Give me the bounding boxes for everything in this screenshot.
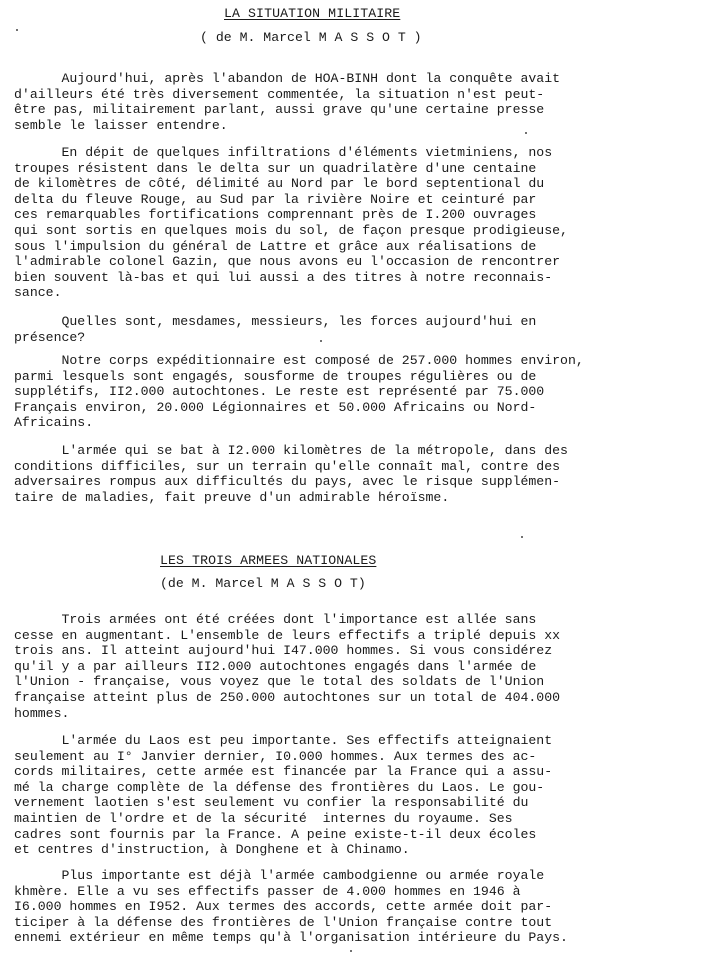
text-line: Aujourd'hui, après l'abandon de HOA-BINH dont la conquête avait [14,71,561,86]
text-line: sance. [14,285,62,301]
text-line: seulement au I° Janvier dernier, I0.000 hommes. Aux termes des ac- [14,748,537,764]
text-line: cesse en augmentant. L'ensemble de leurs effectifs a triplé depuis xx [14,627,561,643]
text-line: de kilomètres de côté, délimité au Nord par le bord septentional du [14,176,545,192]
text-line: adversaires rompus aux difficultés du pays, avec le risque supplémen- [14,474,561,490]
text-line: troupes résistent dans le delta sur un quadrilatère d'une centaine [14,160,537,176]
section2-paragraph-1 [14,612,694,721]
section1-paragraph-5 [14,443,694,505]
text-line: d'ailleurs été très diversement commentée, la situation n'est peut- [14,86,545,102]
text-line: Notre corps expéditionnaire est composé de 257.000 hommes environ, [14,353,584,368]
text-line: ces remarquables fortifications comprennant près de I.200 ouvrages [14,207,537,223]
section2-paragraph-3 [14,868,694,946]
text-line: trois ans. Il atteint aujourd'hui I47.000 hommes. Si vous considérez [14,643,553,659]
scan-speck [350,950,352,952]
text-line: L'armée qui se bat à I2.000 kilomètres de la métropole, dans des [14,443,568,458]
section1-paragraph-2 [14,145,694,301]
text-line: hommes. [14,705,70,721]
text-line: vernement laotien s'est seulement vu confier la responsabilité du [14,795,529,811]
text-line: maintien de l'ordre et de la sécurité internes du royaume. Ses [14,810,513,826]
text-line: mé la charge complète de la défense des frontières du Laos. Le gou- [14,779,545,795]
scan-speck [16,29,18,31]
text-line: et centres d'instruction, à Donghene et à Chinamo. [14,842,410,858]
text-line: ticiper à la défense des frontières de l'Union française contre tout [14,914,553,930]
text-line: Africains. [14,415,94,431]
text-line: I6.000 hommes en I952. Aux termes des accords, cette armée doit par- [14,899,553,915]
text-line: présence? [14,329,86,345]
text-line: qu'il y a par ailleurs II2.000 autochtones engagés dans l'armée de [14,658,537,674]
section1-paragraph-1 [14,71,694,133]
section1-title: LA SITUATION MILITAIRE [224,6,401,21]
text-line: cords militaires, cette armée est financée par la France qui a assu- [14,764,553,780]
text-line: En dépit de quelques infiltrations d'éléments vietminiens, nos [14,145,553,160]
text-line: Quelles sont, mesdames, messieurs, les forces aujourd'hui en [14,314,537,329]
section2-byline: (de M. Marcel M A S S O T) [160,576,366,591]
text-line: L'armée du Laos est peu importante. Ses effectifs atteignaient [14,733,553,748]
text-line: taire de maladies, fait preuve d'un admirable héroïsme. [14,489,450,505]
scan-speck [525,132,527,134]
text-line: parmi lesquels sont engagés, sousforme de troupes régulières ou de [14,368,537,384]
text-line: delta du fleuve Rouge, au Sud par la rivière Noire et ceinturé par [14,191,537,207]
text-line: supplétifs, II2.000 autochtones. Le reste est représenté par 75.000 [14,384,545,400]
text-line: semble le laisser entendre. [14,117,228,133]
text-line: conditions difficiles, sur un terrain qu'elle connaît mal, contre des [14,458,561,474]
text-line: khmère. Elle a vu ses effectifs passer de 4.000 hommes en 1946 à [14,883,521,899]
text-line: Plus importante est déjà l'armée cambodgienne ou armée royale [14,868,545,883]
text-line: cadres sont fournis par la France. A peine existe-t-il deux écoles [14,826,537,842]
text-line: sous l'impulsion du général de Lattre et grâce aux réalisations de [14,238,537,254]
scan-speck [320,340,322,342]
section2-title: LES TROIS ARMEES NATIONALES [160,553,377,568]
text-line: Trois armées ont été créées dont l'importance est allée sans [14,612,537,627]
section2-paragraph-2 [14,733,694,858]
section1-paragraph-4 [14,353,694,431]
text-line: l'Union - française, vous voyez que le total des soldats de l'Union [14,674,545,690]
text-line: ennemi extérieur en même temps qu'à l'organisation intérieure du Pays. [14,930,568,946]
text-line: être pas, militairement parlant, aussi grave qu'une certaine presse [14,102,545,118]
text-line: bien souvent là-bas et qui lui aussi a des titres à notre reconnais- [14,269,553,285]
text-line: qui sont sortis en quelques mois du sol, de façon presque prodigieuse, [14,222,568,238]
section1-byline: ( de M. Marcel M A S S O T ) [200,30,422,45]
text-line: Français environ, 20.000 Légionnaires et 50.000 Africains ou Nord- [14,399,537,415]
text-line: l'admirable colonel Gazin, que nous avons eu l'occasion de rencontrer [14,254,561,270]
scan-speck [521,536,523,538]
text-line: française atteint plus de 250.000 autochtones sur un total de 404.000 [14,689,561,705]
section1-paragraph-3 [14,314,694,345]
